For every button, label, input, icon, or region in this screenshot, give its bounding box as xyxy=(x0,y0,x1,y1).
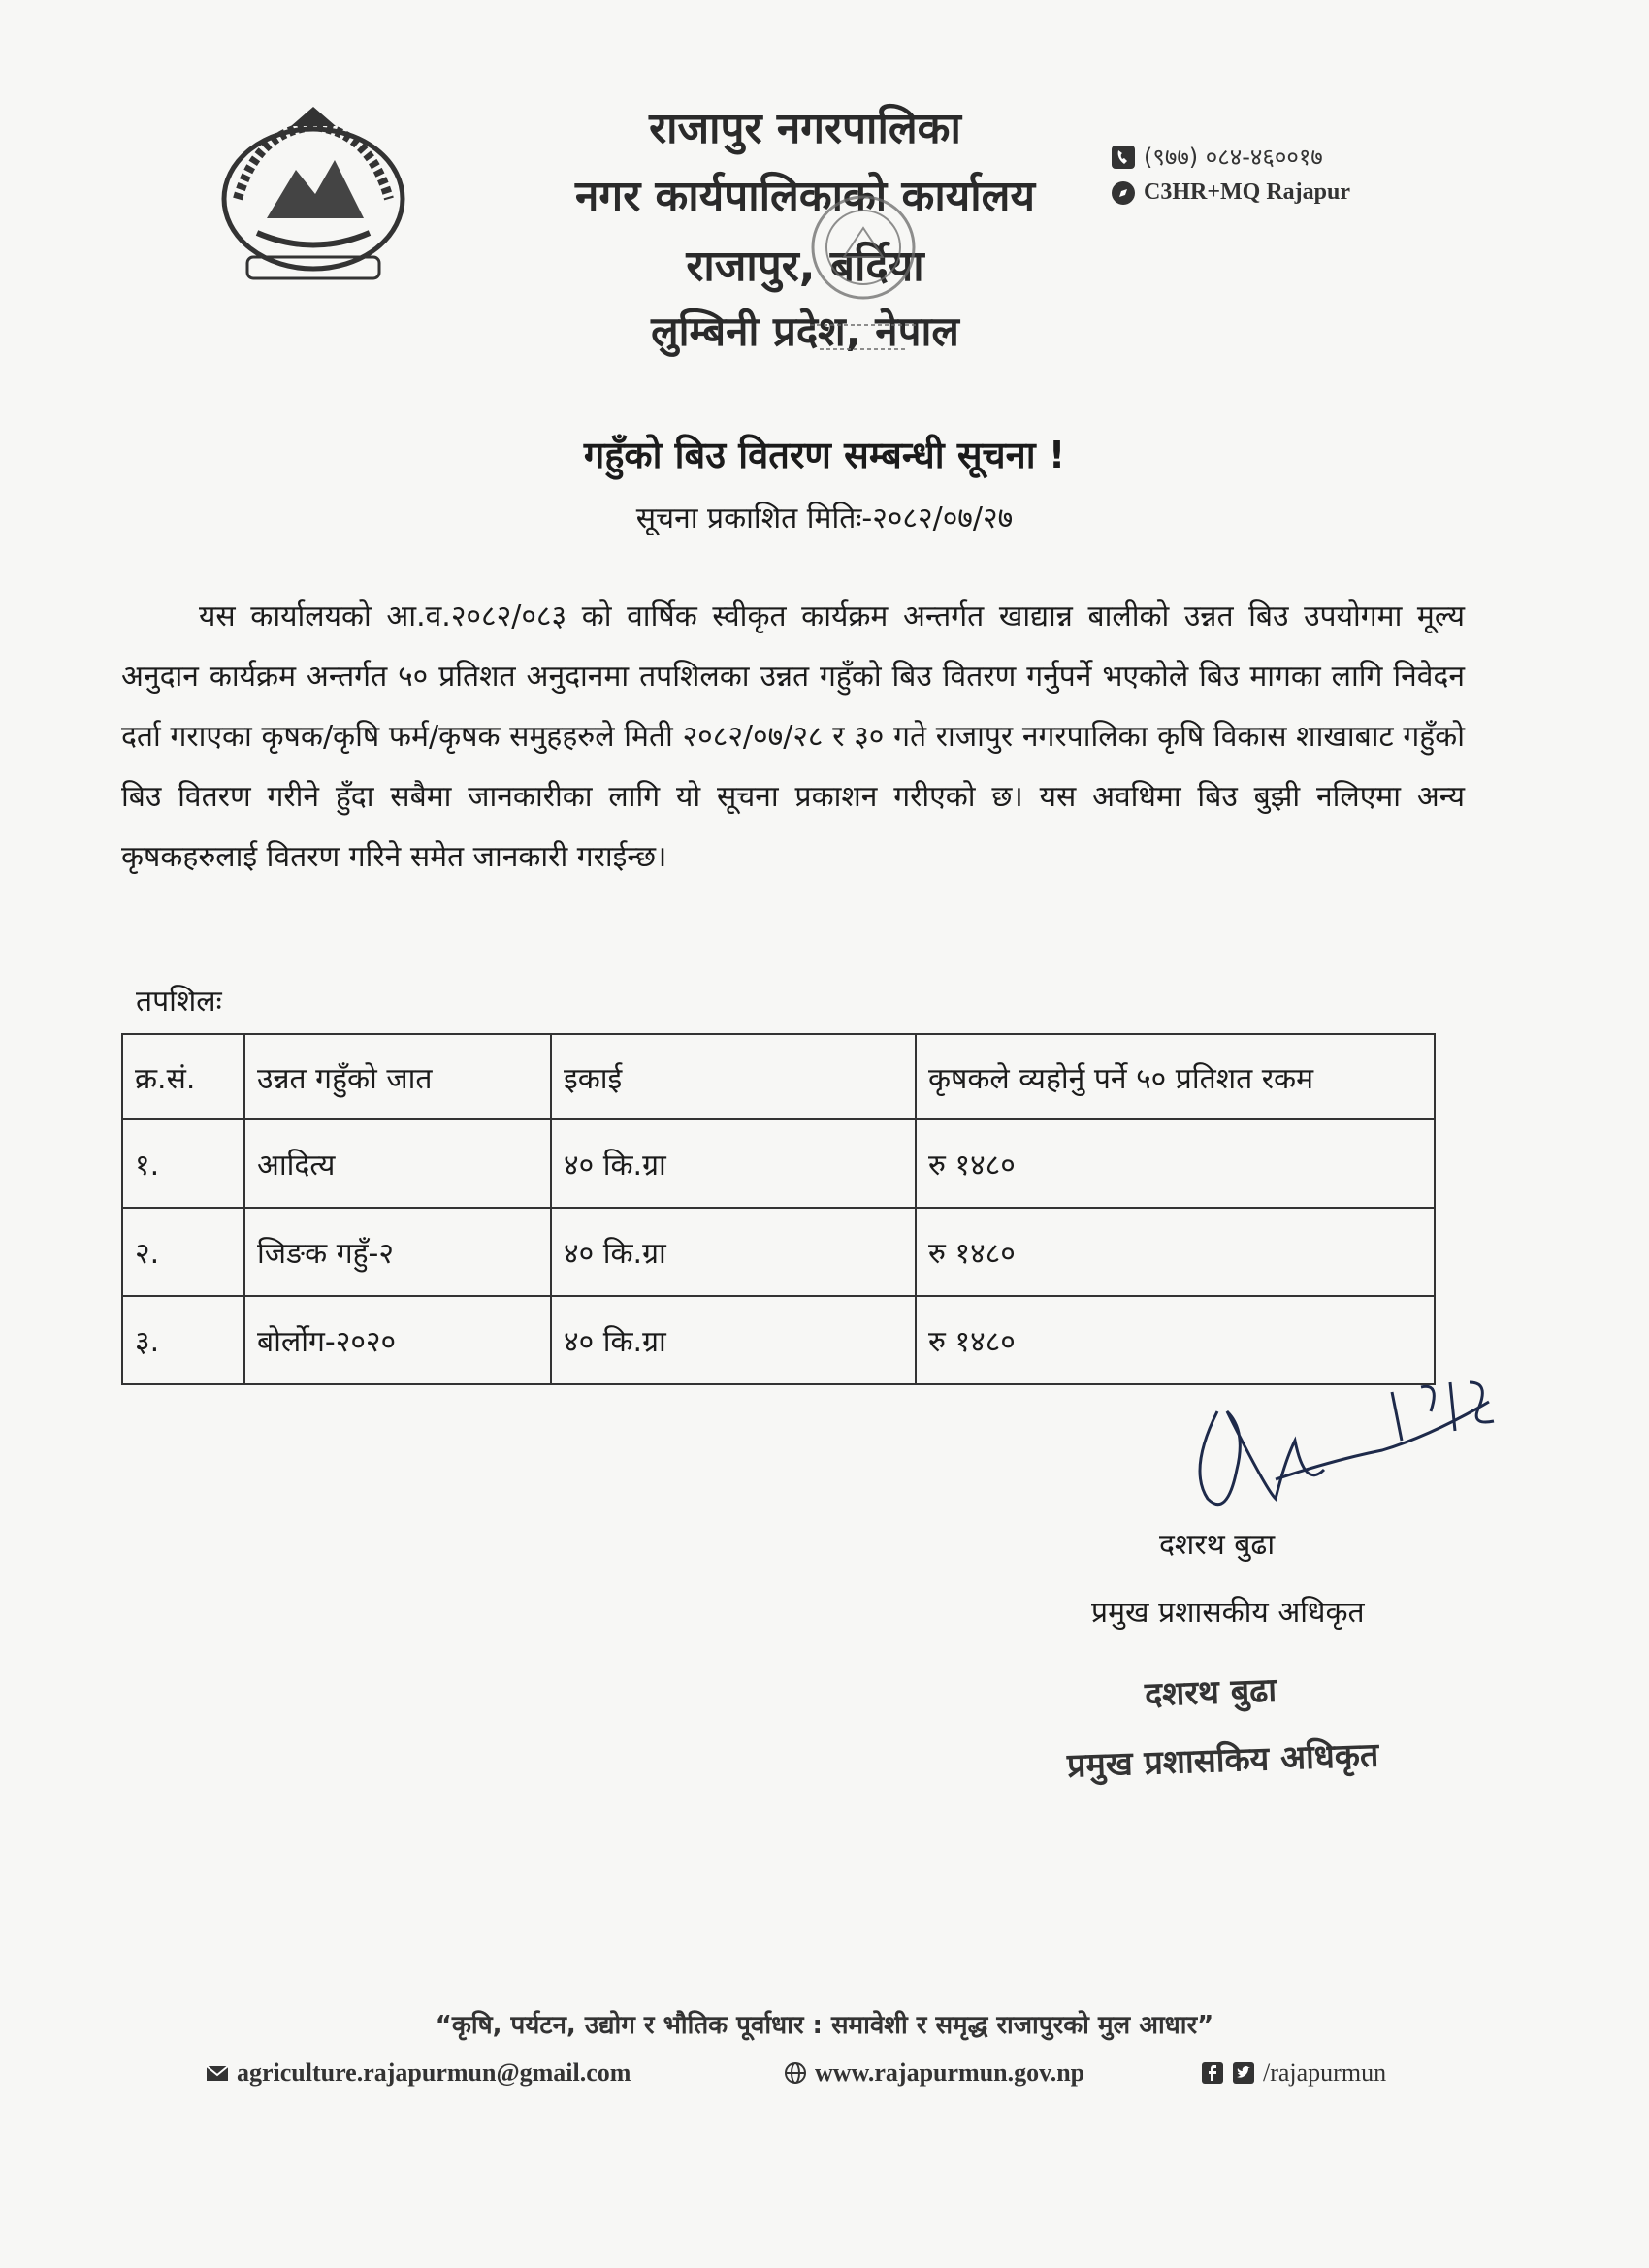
cell-serial: १. xyxy=(122,1119,244,1208)
table-header-row xyxy=(122,1034,1435,1119)
notice-title: गहुँको बिउ वितरण सम्बन्धी सूचना ! xyxy=(583,434,1066,476)
province-country: लुम्बिनी प्रदेश, नेपाल xyxy=(651,308,959,355)
facebook-icon xyxy=(1201,2061,1224,2085)
twitter-icon xyxy=(1232,2061,1255,2085)
phone-number: (९७७) ०८४-४६००१७ xyxy=(1144,144,1323,171)
office-seal-stamp xyxy=(791,189,936,383)
phone-icon xyxy=(1111,145,1136,170)
title-stamp: प्रमुख प्रशासकिय अधिकृत xyxy=(1066,1735,1379,1786)
compass-icon xyxy=(1111,180,1136,206)
website-url: www.rajapurmun.gov.np xyxy=(815,2058,1085,2087)
header-amount: कृषकले व्यहोर्नु पर्ने ५० प्रतिशत रकम xyxy=(916,1034,1435,1119)
location-contact xyxy=(1111,179,1350,206)
cell-amount: रु १४८० xyxy=(916,1119,1435,1208)
cell-amount: रु १४८० xyxy=(916,1208,1435,1296)
header-variety: उन्नत गहुँको जात xyxy=(244,1034,551,1119)
office-name: नगर कार्यपालिकाको कार्यालय xyxy=(575,172,1035,221)
cell-amount: रु १४८० xyxy=(916,1296,1435,1384)
handwritten-signature xyxy=(1159,1353,1528,1547)
schedule-label: तपशिलः xyxy=(136,985,222,1019)
municipality-name: राजापुर नगरपालिका xyxy=(649,104,961,153)
globe-icon xyxy=(784,2061,807,2085)
signatory-name: दशरथ बुढा xyxy=(1159,1528,1276,1562)
plus-code: C3HR+MQ Rajapur xyxy=(1144,179,1350,205)
footer-email xyxy=(206,2058,630,2088)
social-handle: /rajapurmun xyxy=(1263,2058,1387,2087)
cell-serial: २. xyxy=(122,1208,244,1296)
government-emblem xyxy=(199,102,427,286)
cell-unit: ४० कि.ग्रा xyxy=(551,1119,916,1208)
footer-slogan: “कृषि, पर्यटन, उद्योग र भौतिक पूर्वाधार : समावेशी र समृद्ध राजापुरको मुल आधार” xyxy=(435,2011,1214,2040)
header-serial: क्र.सं. xyxy=(122,1034,244,1119)
cell-variety: जिङक गहुँ-२ xyxy=(244,1208,551,1296)
table-row xyxy=(122,1208,1435,1296)
cell-unit: ४० कि.ग्रा xyxy=(551,1208,916,1296)
cell-serial: ३. xyxy=(122,1296,244,1384)
notice-body: यस कार्यालयको आ.व.२०८२/०८३ को वार्षिक स्वीकृत कार्यक्रम अन्तर्गत खाद्यान्न बालीको उन्नत बिउ उपयोगमा मूल्य अनुदान कार्यक्रम अन्तर्गत ५० प्रतिशत अनुदानमा तपशिलका उन्नत गहुँको बिउ वितरण गर्नुपर्ने भएकोले बिउ मागका लागि निवेदन दर्ता गराएका कृषक/कृषि फर्म/कृषक समुहहरुले मिती २०८२/०७/२८ र ३० गते राजापुर नगरपालिका कृषि विकास शाखाबाट गहुँको बिउ वितरण गरीने हुँदा सबैमा जानकारीका लागि यो सूचना प्रकाशन गरीएको छ। यस अवधिमा बिउ बुझी नलिएमा अन्य कृषकहरुलाई वितरण गरिने समेत जानकारी गराईन्छ। xyxy=(121,599,1465,874)
cell-unit: ४० कि.ग्रा xyxy=(551,1296,916,1384)
footer-social xyxy=(1201,2058,1386,2088)
cell-variety: आदित्य xyxy=(244,1119,551,1208)
email-address: agriculture.rajapurmun@gmail.com xyxy=(237,2058,631,2087)
name-stamp: दशरथ बुढा xyxy=(1144,1670,1277,1715)
phone-contact xyxy=(1111,141,1323,173)
publication-date: सूचना प्रकाशित मितिः-२०८२/०७/२७ xyxy=(635,502,1014,535)
seed-distribution-table xyxy=(121,1033,1436,1385)
signatory-title: प्रमुख प्रशासकीय अधिकृत xyxy=(1091,1596,1365,1630)
office-location: राजापुर, बर्दिया xyxy=(686,242,924,291)
envelope-icon xyxy=(206,2061,229,2085)
header-unit: इकाई xyxy=(551,1034,916,1119)
table-row xyxy=(122,1119,1435,1208)
footer-website xyxy=(784,2058,1084,2088)
cell-variety: बोर्लोग-२०२० xyxy=(244,1296,551,1384)
